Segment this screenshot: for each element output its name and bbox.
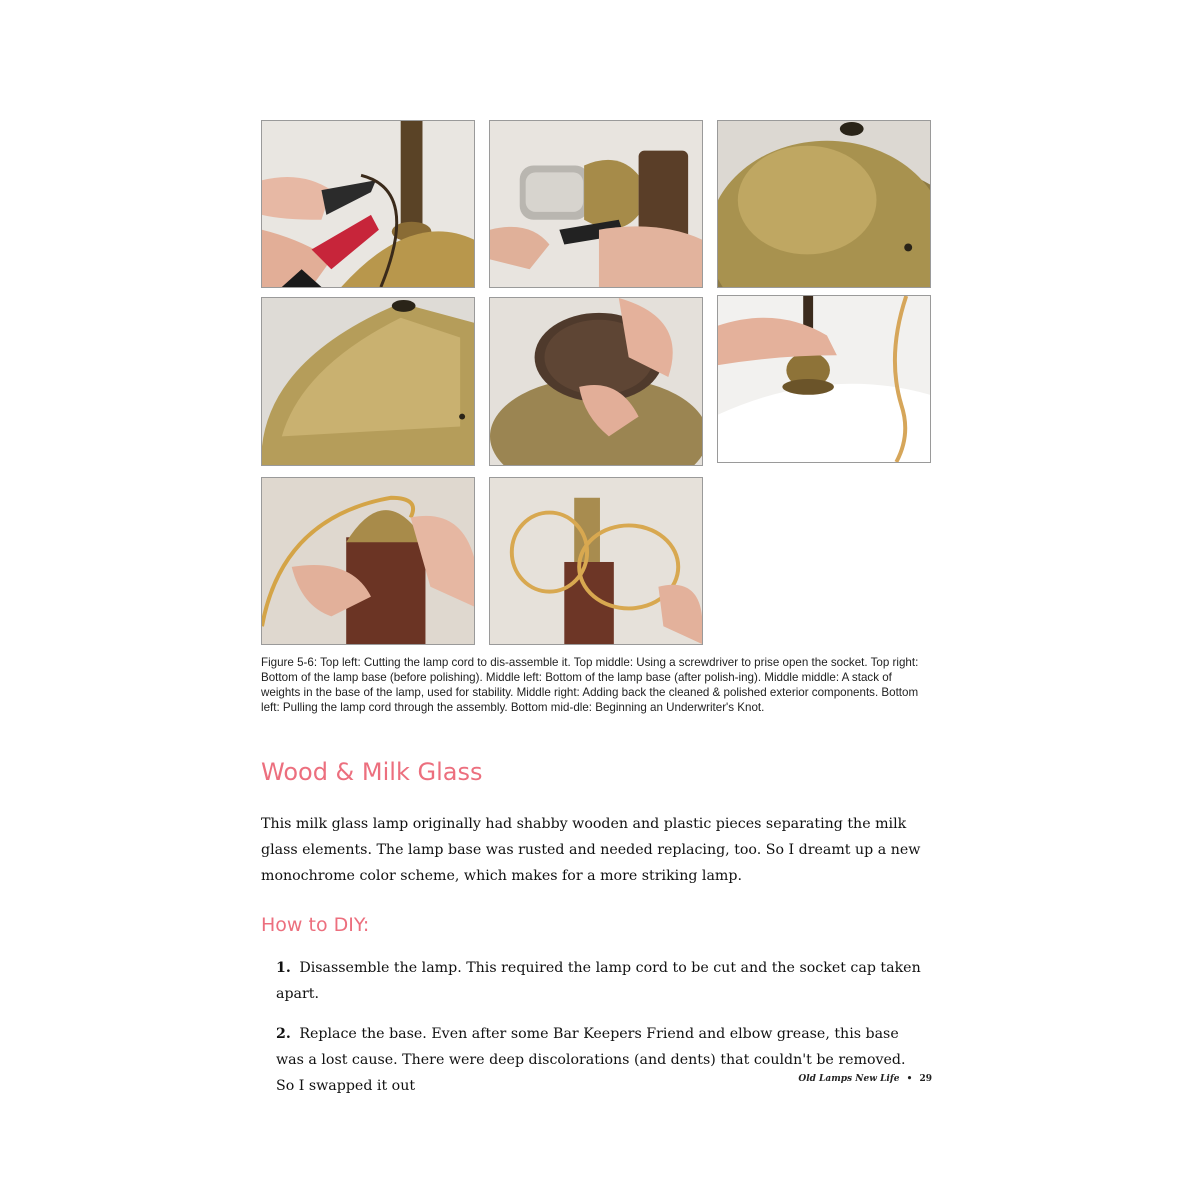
list-item <box>276 955 926 1007</box>
photo-underwriters-knot <box>489 477 703 645</box>
photo-stack-of-weights <box>489 297 703 466</box>
diy-steps-list <box>276 955 926 1113</box>
photo-base-before-polishing <box>717 120 931 288</box>
photo-reassembling-components <box>717 295 931 463</box>
step-number: 1. <box>276 960 291 976</box>
footer-bullet: • <box>906 1074 913 1084</box>
intro-paragraph: This milk glass lamp originally had shabby wooden and plastic pieces separating the milk glass elements. The lamp base was rusted and needed replacing, too. So I dreamt up a new monochrome color scheme, which makes for a more striking lamp. <box>261 816 921 884</box>
photo-pulling-cord-through <box>261 477 475 645</box>
book-title: Old Lamps New Life <box>798 1074 900 1084</box>
subsection-title: How to DIY: <box>261 914 370 936</box>
step-number: 2. <box>276 1026 291 1042</box>
photo-cutting-lamp-cord <box>261 120 475 288</box>
figure-caption: Figure 5-6: Top left: Cutting the lamp cord to dis-assemble it. Top middle: Using a screwdriver to prise open the socket. Top right: Bottom of the lamp base (before polishing). Middle left: Bottom of the lamp base (after polish-ing). Middle middle: A stack of weights in the base of the lamp, used for stability. Middle right: Adding back the cleaned & polished exterior components. Bottom left: Pulling the lamp cord through the assembly. Bottom mid-dle: Beginning an Underwriter's Knot. <box>261 656 919 714</box>
photo-base-after-polishing <box>261 297 475 466</box>
step-text: Disassemble the lamp. This required the lamp cord to be cut and the socket cap taken apart. <box>276 960 921 1002</box>
step-text: Replace the base. Even after some Bar Keepers Friend and elbow grease, this base was a lost cause. There were deep discolorations (and dents) that couldn't be removed. So I swapped it out <box>276 1026 906 1094</box>
page-number: 29 <box>919 1074 932 1084</box>
list-item <box>276 1021 926 1099</box>
photo-prising-socket <box>489 120 703 288</box>
page-footer <box>798 1074 932 1084</box>
section-title: Wood & Milk Glass <box>261 758 483 786</box>
